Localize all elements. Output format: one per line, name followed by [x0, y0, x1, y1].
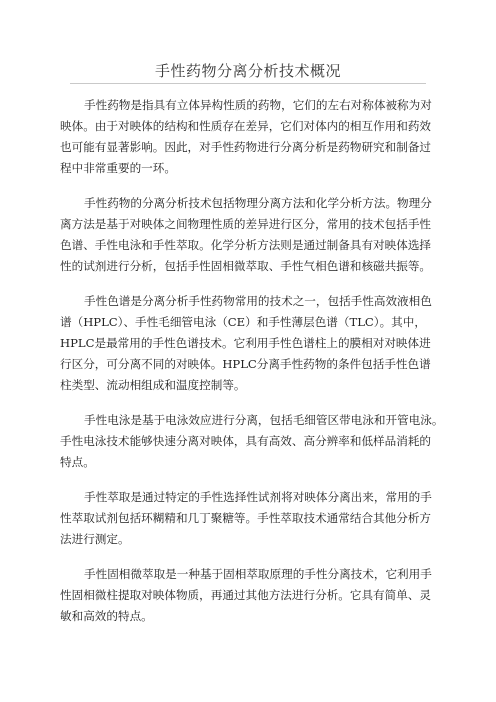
- paragraph-3-line-4: 行区分，可分离不同的对映体。HPLC分离手性药物的条件包括手性色谱: [60, 357, 431, 371]
- paragraph-2-line-4: 性的试剂进行分析，包括手性固相微萃取、手性气相色谱和核磁共振等。: [60, 259, 432, 273]
- paragraph-3-line-5: 柱类型、流动相组成和温度控制等。: [60, 378, 246, 392]
- paragraph-6-line-3: 敏和高效的特点。: [60, 609, 153, 623]
- paragraph-5-line-1: 手性萃取是通过特定的手性选择性试剂将对映体分离出来，常用的手: [84, 490, 432, 504]
- paragraph-3-line-3: HPLC是最常用的手性色谱技术。它利用手性色谱柱上的膜相对对映体进: [60, 336, 431, 350]
- title-divider: [70, 83, 426, 84]
- paragraph-2-line-3: 色谱、手性电泳和手性萃取。化学分析方法则是通过制备具有对映体选择: [60, 238, 432, 252]
- paragraph-5-line-3: 法进行测定。: [60, 532, 130, 546]
- paragraph-6-line-1: 手性固相微萃取是一种基于固相萃取原理的手性分离技术，它利用手: [84, 567, 432, 581]
- paragraph-6-line-2: 性固相微柱提取对映体物质，再通过其他方法进行分析。它具有简单、灵: [60, 588, 432, 602]
- paragraph-2-line-1: 手性药物的分离分析技术包括物理分离方法和化学分析方法。物理分: [84, 196, 432, 210]
- paragraph-5-line-2: 性萃取试剂包括环糊精和几丁聚糖等。手性萃取技术通常结合其他分析方: [60, 511, 432, 525]
- paragraph-1-line-3: 也可能有显著影响。因此，对手性药物进行分离分析是药物研究和制备过: [60, 140, 432, 154]
- paragraph-1-line-1: 手性药物是指具有立体异构性质的药物，它们的左右对称体被称为对: [84, 98, 432, 112]
- paragraph-1-line-4: 程中非常重要的一环。: [60, 161, 176, 175]
- paragraph-4-line-1: 手性电泳是基于电泳效应进行分离，包括毛细管区带电泳和开管电泳。: [84, 413, 444, 427]
- paragraph-2-line-2: 离方法是基于对映体之间物理性质的差异进行区分，常用的技术包括手性: [60, 217, 432, 231]
- paragraph-4-line-2: 手性电泳技术能够快速分离对映体，具有高效、高分辨率和低样品消耗的: [60, 434, 432, 448]
- paragraph-1-line-2: 映体。由于对映体的结构和性质存在差异，它们对体内的相互作用和药效: [60, 119, 432, 133]
- document-title: 手性药物分离分析技术概况: [154, 62, 341, 80]
- paragraph-4-line-3: 特点。: [60, 455, 95, 469]
- paragraph-3-line-2: 谱（HPLC）、手性毛细管电泳（CE）和手性薄层色谱（TLC）。其中，: [60, 315, 426, 329]
- paragraph-3-line-1: 手性色谱是分离分析手性药物常用的技术之一，包括手性高效液相色: [84, 294, 432, 308]
